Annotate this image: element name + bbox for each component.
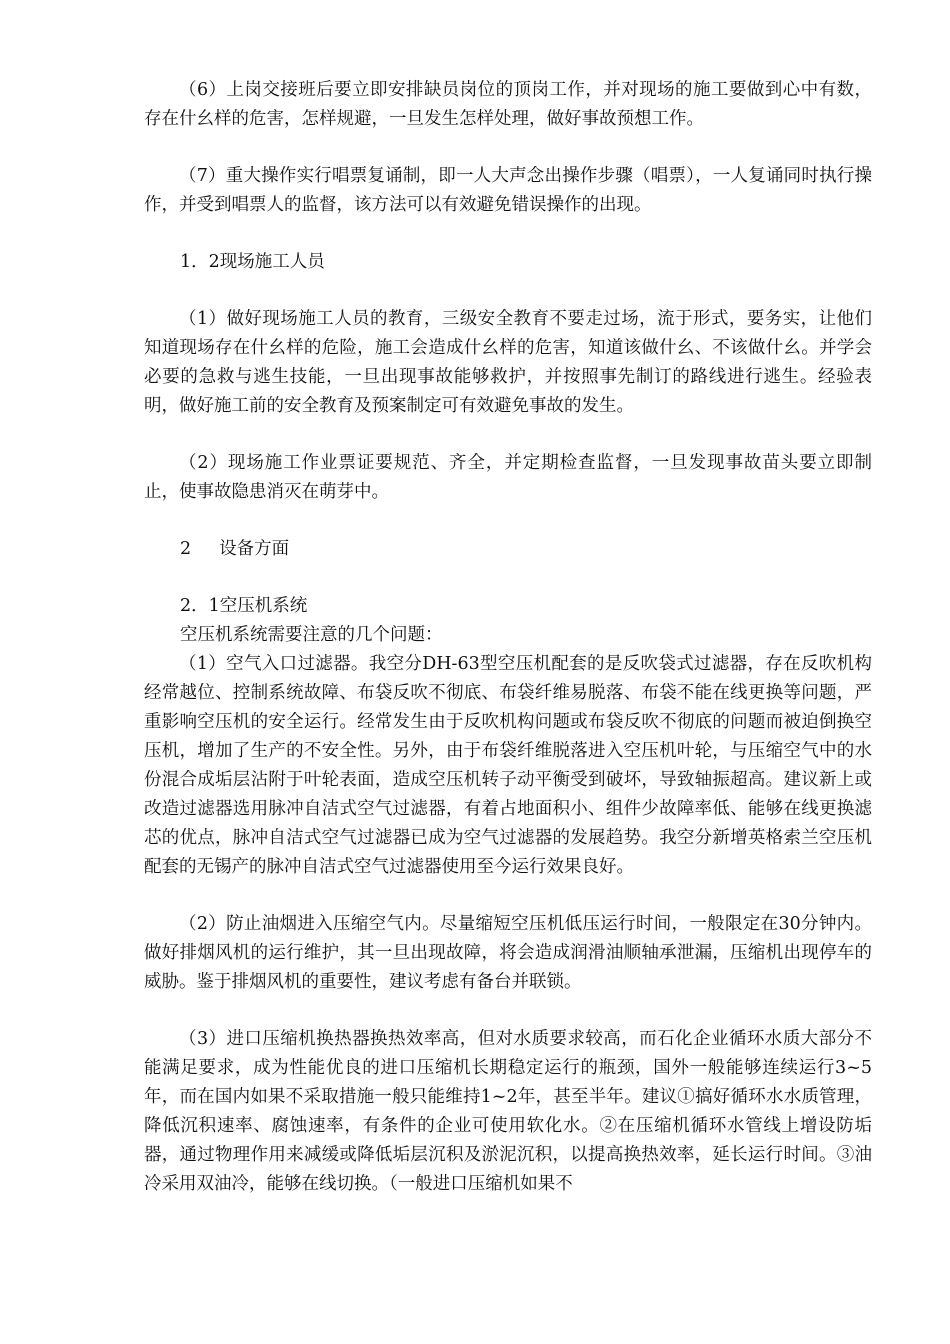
section-intro: 空压机系统需要注意的几个问题：: [180, 625, 443, 645]
section-number: 2: [180, 539, 192, 559]
section-heading-1-2: 1．2现场施工人员: [180, 252, 325, 272]
paragraph-2-1-item-2: （2）防止油烟进入压缩空气内。尽量缩短空压机低压运行时间，一般限定在30分钟内。做好排烟风机的运行维护，其一旦出现故障，将会造成润滑油顺轴承泄漏，压缩机出现停车的威胁。鉴于排烟风机的重要性，建议考虑有备台并联锁。: [144, 914, 872, 992]
section-title: 设备方面: [219, 539, 290, 559]
document-body: [144, 76, 872, 1199]
paragraph-2-1-item-1: （1）空气入口过滤器。我空分DH-63型空压机配套的是反吹袋式过滤器，存在反吹机构经常越位、控制系统故障、布袋反吹不彻底、布袋纤维易脱落、布袋不能在线更换等问题，严重影响空压机的安全运行。经常发生由于反吹机构问题或布袋反吹不彻底的问题而被迫倒换空压机，增加了生产的不安全性。另外，由于布袋纤维脱落进入空压机叶轮，与压缩空气中的水份混合成垢层沾附于叶轮表面，造成空压机转子动平衡受到破坏，导致轴振超高。建议新上或改造过滤器选用脉冲自洁式空气过滤器，有着占地面积小、组件少故障率低、能够在线更换滤芯的优点，脉冲自洁式空气过滤器已成为空气过滤器的发展趋势。我空分新增英格索兰空压机配套的无锡产的脉冲自洁式空气过滤器使用至今运行效果良好。: [144, 654, 872, 877]
paragraph-1-2-item-1: （1）做好现场施工人员的教育，三级安全教育不要走过场，流于形式，要务实，让他们知道现场存在什幺样的危险，施工会造成什幺样的危害，知道该做什幺、不该做什幺。并学会必要的急救与逃生技能，一旦出现事故能够救护，并按照事先制订的路线进行逃生。经验表明，做好施工前的安全教育及预案制定可有效避免事故的发生。: [144, 309, 872, 416]
section-heading-2-1: 2．1空压机系统: [180, 596, 308, 616]
paragraph-2-1-item-3: （3）进口压缩机换热器换热效率高，但对水质要求较高，而石化企业循环水质大部分不能满足要求，成为性能优良的进口压缩机长期稳定运行的瓶颈，国外一般能够连续运行3~5年，而在国内如果不采取措施一般只能维持1~2年，甚至半年。建议①搞好循环水水质管理，降低沉积速率、腐蚀速率，有条件的企业可使用软化水。②在压缩机循环水管线上增设防垢器，通过物理作用来减缓或降低垢层沉积及淤泥沉积，以提高换热效率，延长运行时间。③油冷采用双油冷，能够在线切换。（一般进口压缩机如果不: [144, 1029, 872, 1194]
paragraph-item-6: （6）上岗交接班后要立即安排缺员岗位的顶岗工作，并对现场的施工要做到心中有数，存在什幺样的危害，怎样规避，一旦发生怎样处理，做好事故预想工作。: [144, 80, 872, 129]
section-heading-2: [144, 535, 872, 564]
paragraph-item-7: （7）重大操作实行唱票复诵制，即一人大声念出操作步骤（唱票），一人复诵同时执行操作，并受到唱票人的监督，该方法可以有效避免错误操作的出现。: [144, 166, 872, 215]
paragraph-1-2-item-2: （2）现场施工作业票证要规范、齐全，并定期检查监督，一旦发现事故苗头要立即制止，使事故隐患消灭在萌芽中。: [144, 453, 872, 502]
